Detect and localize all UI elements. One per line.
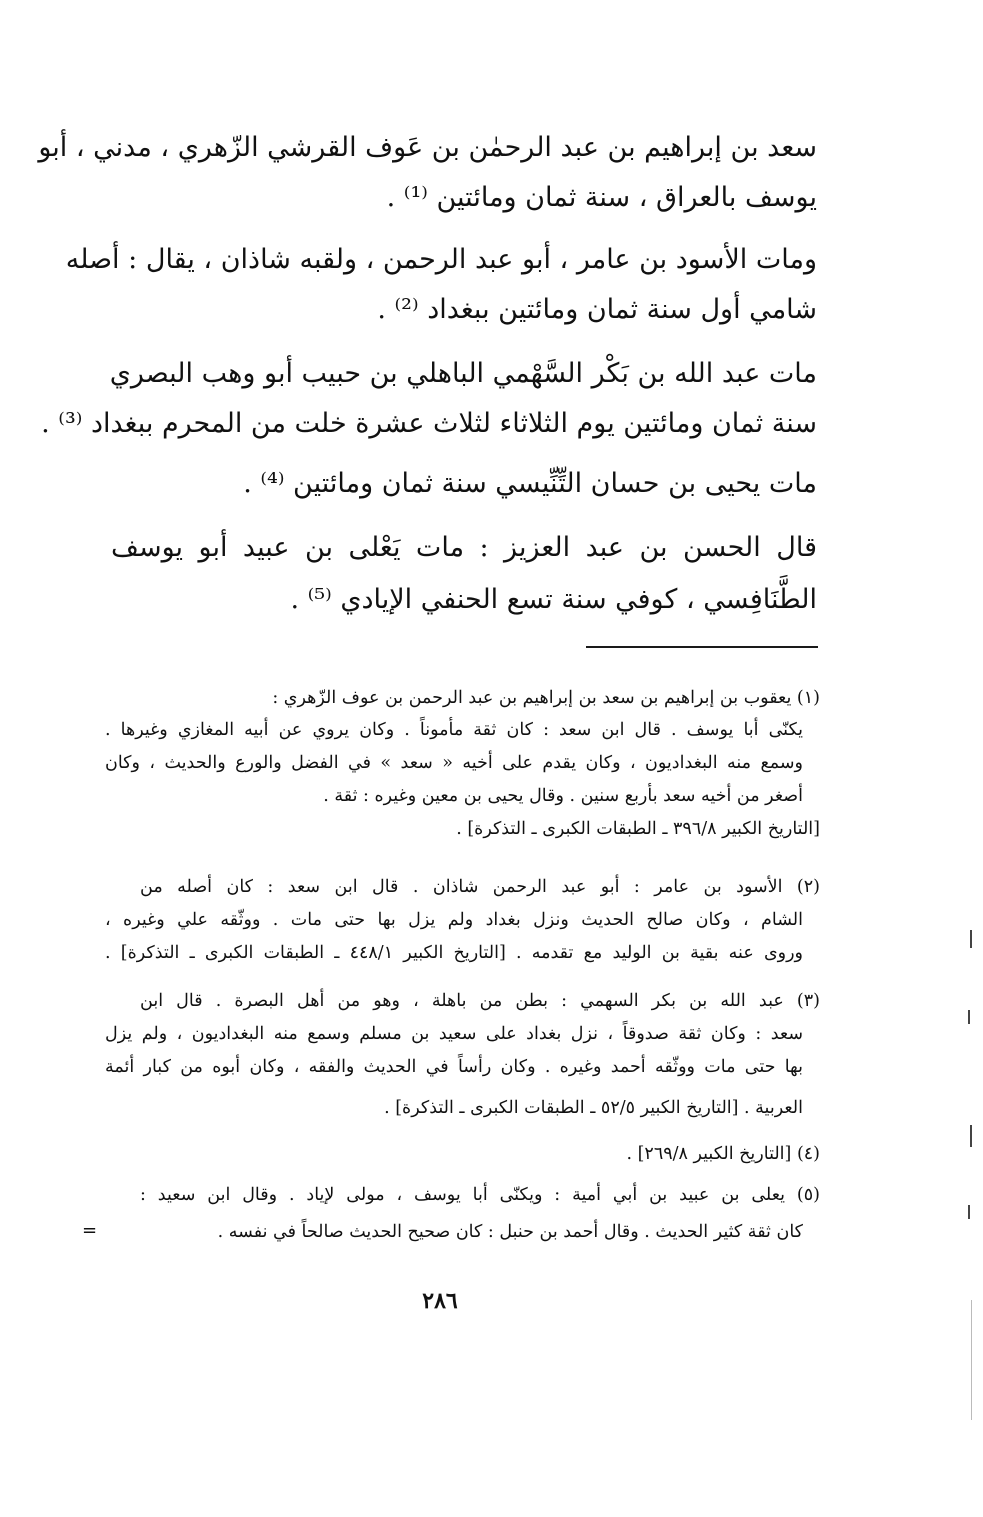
- footnote-line: (٣) عبد الله بن بكر السهمي : بطن من باهلة ، وهو من أهل البصرة . قال ابن: [140, 991, 820, 1011]
- footnote-line: يكنّى أبا يوسف . قال ابن سعد : كان ثقة مأموناً . وكان يروي عن أبيه المغازي وغيرها .: [105, 720, 803, 740]
- main-text-line: سنة ثمان ومائتين يوم الثلاثاء لثلاث عشرة خلت من المحرم ببغداد ⁽³⁾ .: [41, 408, 817, 439]
- main-text-line: ومات الأسود بن عامر ، أبو عبد الرحمن ، ولقبه شاذان ، يقال : أصله: [65, 244, 817, 275]
- main-text-line: قال الحسن بن عبد العزيز : مات يَعْلى بن عبيد أبو يوسف: [111, 532, 817, 563]
- main-text-line: يوسف بالعراق ، سنة ثمان ومائتين ⁽¹⁾ .: [386, 182, 817, 213]
- footnote-line: (٢) الأسود بن عامر : أبو عبد الرحمن شاذان . قال ابن سعد : كان أصله من: [140, 877, 820, 897]
- scan-edge-mark: [970, 930, 972, 948]
- footnote-line: [التاريخ الكبير ٣٩٦/٨ ـ الطبقات الكبرى ـ التذكرة] .: [456, 819, 820, 839]
- footnote-line: (٤) [التاريخ الكبير ٢٦٩/٨] .: [626, 1144, 820, 1164]
- footnote-line: (١) يعقوب بن إبراهيم بن سعد بن إبراهيم بن عبد الرحمن بن عوف الزّهري :: [272, 688, 820, 708]
- page-number: ٢٨٦: [422, 1288, 458, 1314]
- scan-edge-mark: [971, 1300, 972, 1420]
- main-text-line: شامي أول سنة ثمان ومائتين ببغداد ⁽²⁾ .: [377, 294, 817, 325]
- footnote-line: كان ثقة كثير الحديث . وقال أحمد بن حنبل : كان صحيح الحديث صالحاً في نفسه .: [217, 1222, 803, 1242]
- scan-edge-mark: [968, 1205, 970, 1219]
- main-text-line: مات عبد الله بن بَكْر السَّهْمي الباهلي بن حبيب أبو وهب البصري: [109, 358, 817, 389]
- footnote-line: الشام ، وكان صالح الحديث ونزل بغداد ولم يزل بها حتى مات . ووثّقه علي وغيره ،: [105, 910, 803, 930]
- footnote-line: وروى عنه بقية بن الوليد مع تقدمه . [التاريخ الكبير ٤٤٨/١ ـ الطبقات الكبرى ـ التذكرة] .: [105, 943, 804, 963]
- main-text-line: الطَّنَافِسي ، كوفي سنة تسع الحنفي الإيادي ⁽⁵⁾ .: [290, 584, 817, 615]
- scan-edge-mark: [970, 1125, 972, 1147]
- footnote-line: وسمع منه البغداديون ، وكان يقدم على أخيه « سعد » في الفضل والورع والحديث ، وكان: [105, 753, 803, 773]
- footnote-line: بها حتى مات ووثّقه أحمد وغيره . وكان رأساً في الحديث والفقه ، وكان أبوه من كبار أئمة: [105, 1057, 803, 1077]
- main-text-line: سعد بن إبراهيم بن عبد الرحمٰن بن عَوف القرشي الزّهري ، مدني ، أبو: [38, 132, 817, 163]
- footnote-separator: [586, 646, 818, 648]
- footnote-line: العربية . [التاريخ الكبير ٥٢/٥ ـ الطبقات الكبرى ـ التذكرة] .: [384, 1098, 803, 1118]
- footnote-line: (٥) يعلى بن عبيد بن أبي أمية : ويكنّى أبا يوسف ، مولى لإياد . وقال ابن سعيد :: [140, 1185, 820, 1205]
- continuation-mark: =: [82, 1220, 98, 1241]
- main-text-line: مات يحيى بن حسان التِّنِّيسي سنة ثمان ومائتين ⁽⁴⁾ .: [243, 468, 817, 499]
- footnote-line: سعد : وكان ثقة صدوقاً ، نزل بغداد على سعيد بن مسلم وسمع منه البغداديون ، ولم يزل: [105, 1024, 803, 1044]
- scan-edge-mark: [968, 1010, 970, 1024]
- footnote-line: أصغر من أخيه سعد بأربع سنين . وقال يحيى بن معين وغيره : ثقة .: [323, 786, 803, 806]
